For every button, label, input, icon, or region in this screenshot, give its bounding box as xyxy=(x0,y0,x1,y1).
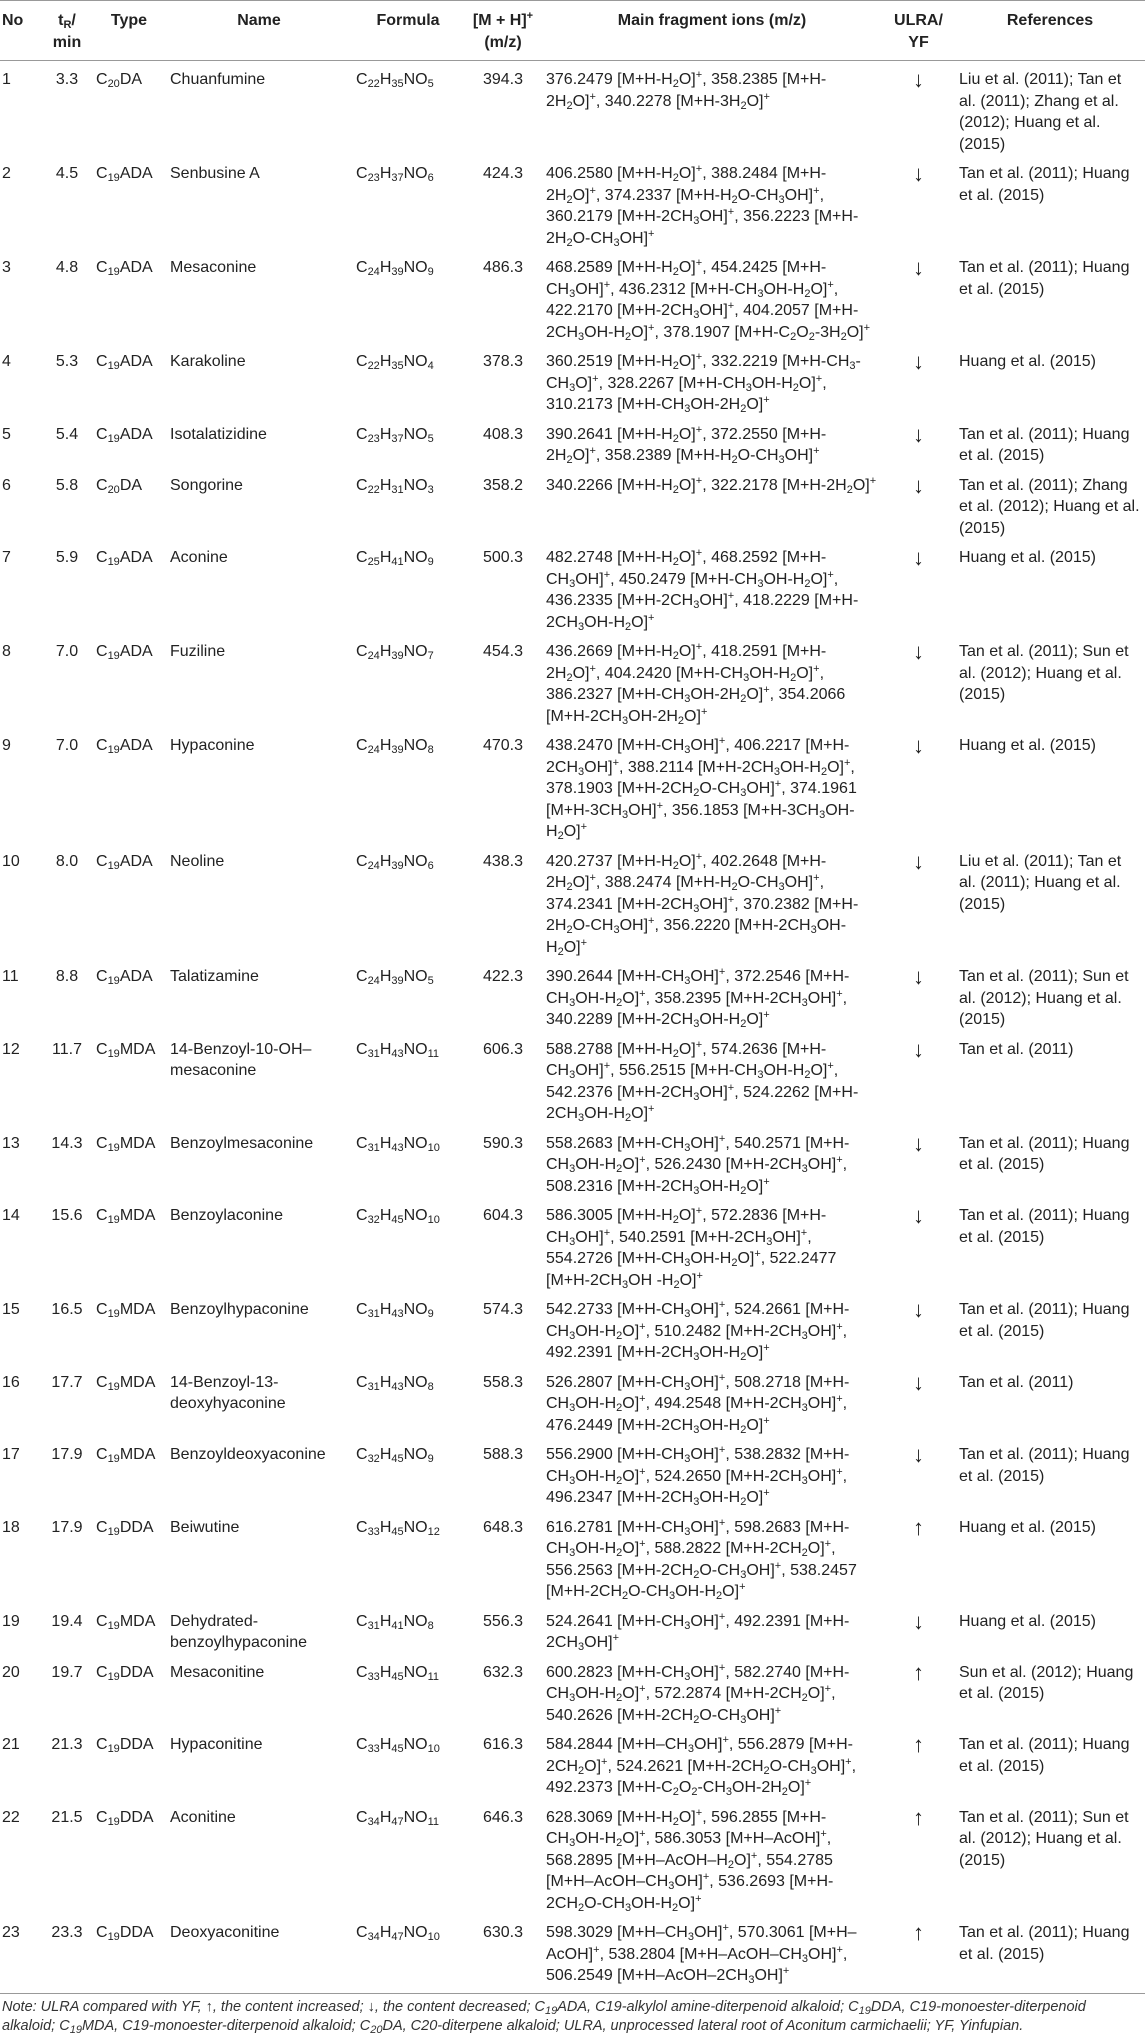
cell-formula: $C_{24}H_{39}NO_6$ xyxy=(356,852,434,872)
cell-type: $C_{19}MDA$ xyxy=(96,1612,156,1632)
cell-fragments: 584.2844 $[M+H-CH_3OH]^+$, 556.2879 $[M+H-2CH_2O]^+$, 524.2621 $[M+H-2CH_2O-CH_3OH]^+$, 492.2373 $[M+H-C_2O_2-CH_3OH-2H_2O]^+$ xyxy=(546,1734,857,1798)
cell-formula: $C_{22}H_{31}NO_3$ xyxy=(356,476,434,496)
cell-change: ↓ xyxy=(913,349,924,374)
table-row xyxy=(0,1436,1145,1509)
cell-no: 13 xyxy=(2,1134,20,1152)
cell-references: Tan et al. (2011) xyxy=(959,1373,1074,1391)
cell-no: 11 xyxy=(2,968,19,985)
header-no: No xyxy=(2,12,24,29)
cell-formula: $C_{32}H_{45}NO_{10}$ xyxy=(356,1207,440,1226)
table-row xyxy=(0,1197,1145,1291)
cell-retention-time: 7.0 xyxy=(55,737,79,754)
cell-no: 12 xyxy=(2,1040,20,1058)
cell-no: 8 xyxy=(2,643,11,660)
cell-formula: $C_{25}H_{41}NO_9$ xyxy=(356,549,434,568)
cell-name: Aconitine xyxy=(170,1808,236,1826)
cell-change: ↑ xyxy=(913,1804,924,1830)
cell-fragments: 376.2479 $[M+H-H_2O]^+$, 358.2385 $[M+H-2H_2O]^+$, 340.2278 $[M+H-3H_2O]^+$ xyxy=(546,69,827,112)
cell-fragments: 558.2683 $[M+H-CH_3OH]^+$, 540.2571 $[M+H-CH_3OH-H_2O]^+$, 526.2430 $[M+H-2CH_3OH]^+$, 508.2316 $[M+H-2CH_3OH-H_2O]^+$ xyxy=(546,1132,850,1197)
table-row xyxy=(0,1125,1145,1198)
cell-references: Tan et al. (2011); Sun et al. (2012); Huang et al. (2015) xyxy=(959,643,1129,703)
cell-type: $C_{19}DDA$ xyxy=(96,1518,154,1538)
cell-change: ↓ xyxy=(913,1442,924,1467)
cell-fragments: 390.2641 $[M+H-H_2O]^+$, 372.2550 $[M+H-2H_2O]^+$, 358.2389 $[M+H-H_2O-CH_3OH]^+$ xyxy=(546,423,827,466)
cell-formula: $C_{23}H_{37}NO_5$ xyxy=(356,425,434,445)
cell-fragments: 616.2781 $[M+H-CH_3OH]^+$, 598.2683 $[M+H-CH_3OH-H_2O]^+$, 588.2822 $[M+H-2CH_2O]^+$, 556.2563 $[M+H-2CH_2O-CH_3OH]^+$, 538.2457 $[M+H-2CH_2O-CH_3OH-H_2O]^+$ xyxy=(546,1516,857,1602)
cell-change: ↓ xyxy=(913,472,924,498)
cell-type: $C_{19}MDA$ xyxy=(96,1040,156,1060)
cell-fragments: 598.3029 $[M+H-CH_3OH]^+$, 570.3061 [M+H–AcOH]+, 538.2804 $[M+H-AcOH-CH_3OH]^+$, 506.2549 $[M+H-AcOH-2CH_3OH]^+$ xyxy=(546,1922,857,1986)
cell-references: Tan et al. (2011) xyxy=(959,1040,1074,1058)
header-formula: Formula xyxy=(376,12,440,29)
cell-fragments: 556.2900 $[M+H-CH_3OH]^+$, 538.2832 $[M+H-CH_3OH-H_2O]^+$, 524.2650 $[M+H-2CH_3OH]^+$, 496.2347 $[M+H-2CH_3OH-H_2O]^+$ xyxy=(546,1444,850,1508)
cell-retention-time: 23.3 xyxy=(51,1924,83,1941)
cell-fragments: 526.2807 $[M+H-CH_3OH]^+$, 508.2718 $[M+H-CH_3OH-H_2O]^+$, 494.2548 $[M+H-2CH_3OH]^+$, 476.2449 $[M+H-2CH_3OH-H_2O]^+$ xyxy=(546,1371,850,1436)
table-row xyxy=(0,1654,1145,1727)
cell-references: Tan et al. (2011); Zhang et al. (2012); Huang et al. (2015) xyxy=(959,476,1140,537)
table-row xyxy=(0,1603,1145,1654)
cell-references: Tan et al. (2011); Huang et al. (2015) xyxy=(959,165,1130,204)
cell-change: ↓ xyxy=(913,1297,924,1322)
cell-type: $C_{19}ADA$ xyxy=(96,643,153,662)
table-row xyxy=(0,633,1145,727)
cell-name: Talatizamine xyxy=(170,968,259,985)
cell-change: ↓ xyxy=(913,733,924,758)
cell-name: Mesaconitine xyxy=(170,1663,265,1681)
cell-fragments: 542.2733 $[M+H-CH_3OH]^+$, 524.2661 $[M+H-CH_3OH-H_2O]^+$, 510.2482 $[M+H-2CH_3OH]^+$, 492.2391 $[M+H-2CH_3OH-H_2O]^+$ xyxy=(546,1299,850,1363)
cell-name: Fuziline xyxy=(170,643,226,660)
cell-fragments: 588.2788 $[M+H-H_2O]^+$, 574.2636 $[M+H-CH_3OH]^+$, 556.2515 $[M+H-CH_3OH-H_2O]^+$, 542.2376 $[M+H-2CH_3OH]^+$, 524.2262 $[M+H-2CH_3OH-H_2O]^+$ xyxy=(546,1038,859,1124)
cell-formula: $C_{33}H_{45}NO_{11}$ xyxy=(356,1663,440,1683)
cell-formula: $C_{24}H_{39}NO_8$ xyxy=(356,737,434,756)
cell-name: Neoline xyxy=(170,852,225,870)
cell-formula: $C_{34}H_{47}NO_{11}$ xyxy=(356,1808,440,1828)
cell-no: 14 xyxy=(2,1207,20,1224)
cell-type: $C_{20}DA$ xyxy=(96,476,143,496)
cell-mh: 470.3 xyxy=(482,737,524,754)
cell-references: Tan et al. (2011); Huang et al. (2015) xyxy=(959,1207,1130,1246)
cell-name: 14-Benzoyl-10-OH–mesaconine xyxy=(170,1040,312,1079)
cell-no: 3 xyxy=(2,259,11,276)
cell-mh: 424.3 xyxy=(482,165,524,182)
cell-references: Tan et al. (2011); Huang et al. (2015) xyxy=(959,1134,1130,1173)
cell-formula: $C_{31}H_{43}NO_{10}$ xyxy=(356,1134,440,1154)
header-mh: [M + H]+ (m/z) xyxy=(472,10,534,51)
cell-retention-time: 5.3 xyxy=(55,353,79,370)
cell-change: ↓ xyxy=(913,67,924,92)
cell-fragments: 468.2589 $[M+H-H_2O]^+$, 454.2425 $[M+H-CH_3OH]^+$, 436.2312 $[M+H-CH_3OH-H_2O]^+$, 422.2170 $[M+H-2CH_3OH]^+$, 404.2057 $[M+H-2CH_3OH-H_2O]^+$, 378.1907 $[M+H-C_2O_2-3H_2O]^+$ xyxy=(546,257,871,343)
cell-retention-time: 17.9 xyxy=(51,1446,83,1463)
table-row xyxy=(0,1509,1145,1603)
cell-retention-time: 4.5 xyxy=(55,165,79,182)
cell-retention-time: 19.4 xyxy=(51,1612,83,1630)
cell-no: 7 xyxy=(2,549,11,566)
cell-references: Tan et al. (2011); Huang et al. (2015) xyxy=(959,1301,1130,1340)
cell-no: 21 xyxy=(2,1736,20,1753)
cell-name: Chuanfumine xyxy=(170,71,266,88)
cell-mh: 588.3 xyxy=(482,1446,524,1463)
cell-formula: $C_{24}H_{39}NO_7$ xyxy=(356,643,434,662)
cell-change: ↓ xyxy=(913,1203,924,1228)
header-refs: References xyxy=(1006,12,1094,29)
cell-name: Karakoline xyxy=(170,353,246,370)
header-tr: $t_R/$ min xyxy=(52,12,82,51)
cell-formula: $C_{31}H_{43}NO_9$ xyxy=(356,1301,434,1320)
cell-formula: $C_{31}H_{41}NO_8$ xyxy=(356,1612,434,1632)
cell-fragments: 586.3005 $[M+H-H_2O]^+$, 572.2836 $[M+H-CH_3OH]^+$, 540.2591 $[M+H-2CH_3OH]^+$, 554.2726 $[M+H-CH_3OH-H_2O]^+$, 522.2477 [$M+H-2CH_3OH$ $-H_2O]^+$ xyxy=(546,1205,837,1291)
cell-references: Sun et al. (2012); Huang et al. (2015) xyxy=(959,1663,1134,1702)
cell-mh: 500.3 xyxy=(482,549,524,566)
cell-formula: $C_{22}H_{35}NO_5$ xyxy=(356,71,434,90)
table-row xyxy=(0,155,1145,249)
cell-retention-time: 11.7 xyxy=(52,1040,82,1058)
cell-mh: 616.3 xyxy=(482,1736,524,1753)
table-row xyxy=(0,249,1145,343)
cell-type: $C_{19}ADA$ xyxy=(96,737,153,756)
cell-type: $C_{19}ADA$ xyxy=(96,968,153,987)
cell-no: 15 xyxy=(2,1301,20,1318)
cell-no: 19 xyxy=(2,1612,20,1630)
cell-mh: 646.3 xyxy=(482,1808,524,1826)
cell-type: $C_{19}MDA$ xyxy=(96,1134,156,1154)
cell-references: Huang et al. (2015) xyxy=(959,353,1096,370)
cell-mh: 358.2 xyxy=(482,476,524,494)
cell-references: Tan et al. (2011); Huang et al. (2015) xyxy=(959,425,1130,464)
table-row xyxy=(0,1364,1145,1437)
cell-formula: $C_{23}H_{37}NO_6$ xyxy=(356,165,434,184)
cell-name: Hypaconine xyxy=(170,737,255,754)
cell-references: Huang et al. (2015) xyxy=(959,1612,1096,1630)
cell-no: 16 xyxy=(2,1373,20,1391)
cell-no: 6 xyxy=(2,476,11,494)
cell-fragments: 628.3069 $[M+H-H_2O]^+$, 596.2855 $[M+H-CH_3OH-H_2O]^+$, 586.3053 [M+H–AcOH]+, 568.2895 $[M+H-AcOH-H_2O]^+$, 554.2785 $[M+H-AcOH-CH_3OH]^+$, 536.2693 $[M+H-2CH_2O-CH_3OH-H_2O]^+$ xyxy=(546,1806,834,1914)
table-row xyxy=(0,1914,1145,1993)
cell-retention-time: 5.9 xyxy=(55,549,79,566)
cell-change: ↓ xyxy=(913,1130,924,1156)
cell-type: $C_{19}ADA$ xyxy=(96,549,153,568)
table-row xyxy=(0,843,1145,959)
cell-references: Tan et al. (2011); Huang et al. (2015) xyxy=(959,1446,1130,1485)
cell-mh: 556.3 xyxy=(482,1612,524,1630)
cell-name: 14-Benzoyl-13-deoxyhyaconine xyxy=(170,1373,286,1412)
cell-change: ↓ xyxy=(913,161,924,186)
cell-change: ↓ xyxy=(913,421,924,447)
cell-mh: 378.3 xyxy=(482,353,524,370)
cell-name: Songorine xyxy=(170,476,243,494)
cell-formula: $C_{33}H_{45}NO_{10}$ xyxy=(356,1736,440,1755)
cell-retention-time: 15.6 xyxy=(51,1207,83,1224)
cell-no: 20 xyxy=(2,1663,20,1681)
cell-name: Hypaconitine xyxy=(170,1736,263,1753)
cell-retention-time: 14.3 xyxy=(51,1134,83,1152)
cell-mh: 408.3 xyxy=(482,425,524,443)
cell-references: Tan et al. (2011); Huang et al. (2015) xyxy=(959,1736,1130,1775)
cell-mh: 486.3 xyxy=(482,259,524,276)
cell-type: $C_{19}MDA$ xyxy=(96,1373,156,1393)
cell-references: Tan et al. (2011); Huang et al. (2015) xyxy=(959,259,1130,298)
cell-type: $C_{19}DDA$ xyxy=(96,1808,154,1828)
cell-change: ↓ xyxy=(913,1036,924,1062)
cell-mh: 454.3 xyxy=(482,643,524,660)
cell-fragments: 482.2748 $[M+H-H_2O]^+$, 468.2592 $[M+H-CH_3OH]^+$, 450.2479 $[M+H-CH_3OH-H_2O]^+$, 436.2335 $[M+H-2CH_3OH]^+$, 418.2229 $[M+H-2CH_3OH-H_2O]^+$ xyxy=(546,547,859,633)
cell-retention-time: 19.7 xyxy=(51,1663,83,1681)
table-row xyxy=(0,958,1145,1031)
cell-name: Mesaconine xyxy=(170,259,257,276)
cell-retention-time: 8.0 xyxy=(55,852,79,870)
cell-fragments: 406.2580 $[M+H-H_2O]^+$, 388.2484 $[M+H-2H_2O]^+$, 374.2337 $[M+H-H_2O-CH_3OH]^+$, 360.2179 $[M+H-2CH_3OH]^+$, 356.2223 $[M+H-2H_2O-CH_3OH]^+$ xyxy=(546,163,859,249)
cell-retention-time: 17.9 xyxy=(51,1518,83,1536)
cell-mh: 648.3 xyxy=(482,1518,524,1536)
cell-no: 22 xyxy=(2,1808,20,1826)
cell-name: Deoxyaconitine xyxy=(170,1924,280,1941)
header-change: ULRA/ YF xyxy=(894,12,943,51)
cell-retention-time: 21.3 xyxy=(51,1736,83,1753)
cell-name: Senbusine A xyxy=(170,165,260,182)
cell-mh: 630.3 xyxy=(482,1924,524,1941)
cell-mh: 394.3 xyxy=(482,71,524,88)
cell-retention-time: 21.5 xyxy=(51,1808,83,1826)
cell-mh: 422.3 xyxy=(482,968,524,985)
cell-mh: 574.3 xyxy=(482,1301,524,1318)
cell-fragments: 420.2737 $[M+H-H_2O]^+$, 402.2648 $[M+H-2H_2O]^+$, 388.2474 $[M+H-H_2O-CH_3OH]^+$, 374.2341 $[M+H-2CH_3OH]^+$, 370.2382 $[M+H-2H_2O-CH_3OH]^+$, 356.2220 $[M+H-2CH_3OH-H_2O]^+$ xyxy=(546,850,859,958)
table-body xyxy=(0,61,1145,1994)
cell-fragments: 360.2519 $[M+H-H_2O]^+$, 332.2219 $[M+H-CH_3-CH_3O]^+$, 328.2267 $[M+H-CH_3OH-H_2O]^+$, 310.2173 $[M+H-CH_3OH-2H_2O]^+$ xyxy=(546,351,861,415)
cell-retention-time: 16.5 xyxy=(51,1301,83,1318)
cell-change: ↓ xyxy=(913,545,924,570)
cell-name: Benzoylmesaconine xyxy=(170,1134,314,1152)
cell-type: $C_{19}DDA$ xyxy=(96,1663,154,1683)
cell-change: ↓ xyxy=(913,964,924,989)
cell-references: Tan et al. (2011); Sun et al. (2012); Huang et al. (2015) xyxy=(959,1808,1129,1869)
cell-change: ↓ xyxy=(913,848,924,874)
cell-no: 1 xyxy=(2,71,11,88)
cell-fragments: 436.2669 $[M+H-H_2O]^+$, 418.2591 $[M+H-2H_2O]^+$, 404.2420 $[M+H-CH_3OH-H_2O]^+$, 386.2327 $[M+H-CH_3OH-2H_2O]^+$, 354.2066 $[M+H-2CH_3OH-2H_2O]^+$ xyxy=(546,641,846,727)
cell-fragments: 390.2644 $[M+H-CH_3OH]^+$, 372.2546 $[M+H-CH_3OH-H_2O]^+$, 358.2395 $[M+H-2CH_3OH]^+$, 340.2289 $[M+H-2CH_3OH-H_2O]^+$ xyxy=(546,966,850,1030)
cell-name: Benzoylhypaconine xyxy=(170,1301,309,1318)
table-row xyxy=(0,467,1145,540)
cell-no: 9 xyxy=(2,737,11,754)
cell-type: $C_{19}ADA$ xyxy=(96,852,153,872)
table-row xyxy=(0,1726,1145,1799)
cell-change: ↑ xyxy=(913,1920,924,1945)
cell-references: Huang et al. (2015) xyxy=(959,1518,1096,1536)
header-type: Type xyxy=(110,12,148,29)
table-row xyxy=(0,343,1145,416)
cell-retention-time: 5.4 xyxy=(55,425,79,443)
cell-formula: $C_{22}H_{35}NO_4$ xyxy=(356,353,434,372)
cell-formula: $C_{24}H_{39}NO_9$ xyxy=(356,259,434,278)
cell-type: $C_{19}MDA$ xyxy=(96,1446,156,1465)
cell-no: 23 xyxy=(2,1924,20,1941)
cell-fragments: 438.2470 $[M+H-CH_3OH]^+$, 406.2217 $[M+H-2CH_3OH]^+$, 388.2114 $[M+H-2CH_3OH-H_2O]^+$, 378.1903 $[M+H-2CH_2O-CH_3OH]^+$, 374.1961 $[M+H-3CH_3OH]^+$, 356.1853 $[M+H-3CH_3OH-H_2O]^+$ xyxy=(546,735,857,842)
cell-type: $C_{20}DA$ xyxy=(96,71,143,90)
cell-formula: $C_{31}H_{43}NO_{11}$ xyxy=(356,1040,440,1060)
cell-references: Liu et al. (2011); Tan et al. (2011); Zhang et al. (2012); Huang et al. (2015) xyxy=(959,71,1122,153)
cell-formula: $C_{32}H_{45}NO_9$ xyxy=(356,1446,434,1465)
cell-type: $C_{19}MDA$ xyxy=(96,1301,156,1320)
table-row xyxy=(0,727,1145,843)
cell-type: $C_{19}ADA$ xyxy=(96,259,153,278)
cell-change: ↓ xyxy=(913,639,924,664)
table-header xyxy=(0,1,1145,61)
cell-fragments: 600.2823 $[M+H-CH_3OH]^+$, 582.2740 $[M+H-CH_3OH-H_2O]^+$, 572.2874 $[M+H-2CH_2O]^+$, 540.2626 $[M+H-2CH_2O-CH_3OH]^+$ xyxy=(546,1661,850,1726)
cell-mh: 438.3 xyxy=(482,852,524,870)
cell-name: Benzoylaconine xyxy=(170,1207,283,1224)
cell-no: 2 xyxy=(2,165,11,182)
cell-fragments: 340.2266 $[M+H-H_2O]^+$, 322.2178 $[M+H-2H_2O]^+$ xyxy=(546,474,877,496)
cell-no: 10 xyxy=(2,852,20,870)
cell-change: ↓ xyxy=(913,1608,924,1634)
cell-retention-time: 3.3 xyxy=(55,71,79,88)
cell-mh: 558.3 xyxy=(482,1373,524,1391)
cell-no: 18 xyxy=(2,1518,20,1536)
cell-change: ↑ xyxy=(913,1659,924,1685)
cell-mh: 590.3 xyxy=(482,1134,524,1152)
table-note: Note: ULRA compared with YF, ↑, the content increased; ↓, the content decreased; $C_{19}ADA$, C19-alkylol amine-diterpenoid alkaloid; $C_{19}DDA$, C19-monoester-diterpenoid alkaloid; $C_{19}MDA$, C19-monoester-diterpenoid alkaloid; $C_{20}DA$, C20-diterpene alkaloid; ULRA, unprocessed lateral root of Aconitum carmichaelii; YF, Yinfupian. xyxy=(2,1998,1086,2036)
cell-no: 4 xyxy=(2,353,11,370)
cell-retention-time: 5.8 xyxy=(55,476,79,494)
header-fragments: Main fragment ions (m/z) xyxy=(617,12,807,29)
cell-change: ↓ xyxy=(913,255,924,280)
cell-formula: $C_{33}H_{45}NO_{12}$ xyxy=(356,1518,440,1538)
cell-formula: $C_{34}H_{47}NO_{10}$ xyxy=(356,1924,440,1943)
cell-type: $C_{19}ADA$ xyxy=(96,425,153,445)
cell-no: 17 xyxy=(2,1446,20,1463)
cell-type: $C_{19}DDA$ xyxy=(96,1736,154,1755)
cell-change: ↑ xyxy=(913,1732,924,1757)
cell-retention-time: 8.8 xyxy=(55,968,79,985)
cell-mh: 632.3 xyxy=(482,1663,524,1681)
cell-change: ↑ xyxy=(913,1514,924,1540)
cell-name: Beiwutine xyxy=(170,1518,240,1536)
cell-references: Liu et al. (2011); Tan et al. (2011); Huang et al. (2015) xyxy=(959,852,1122,913)
cell-references: Huang et al. (2015) xyxy=(959,549,1096,566)
cell-name: Dehydrated-benzoylhypaconine xyxy=(170,1612,307,1651)
cell-no: 5 xyxy=(2,425,11,443)
cell-references: Huang et al. (2015) xyxy=(959,737,1096,754)
table-row xyxy=(0,1291,1145,1364)
cell-name: Aconine xyxy=(170,549,228,566)
table-row xyxy=(0,416,1145,467)
cell-references: Tan et al. (2011); Sun et al. (2012); Huang et al. (2015) xyxy=(959,968,1129,1028)
cell-type: $C_{19}ADA$ xyxy=(96,353,153,372)
cell-name: Benzoyldeoxyaconine xyxy=(170,1446,326,1463)
cell-mh: 606.3 xyxy=(482,1040,524,1058)
table-row xyxy=(0,1031,1145,1125)
cell-type: $C_{19}MDA$ xyxy=(96,1207,156,1226)
table-row xyxy=(0,61,1145,156)
cell-formula: $C_{24}H_{39}NO_5$ xyxy=(356,968,434,987)
cell-retention-time: 17.7 xyxy=(51,1373,83,1391)
cell-retention-time: 7.0 xyxy=(55,643,79,660)
cell-formula: $C_{31}H_{43}NO_8$ xyxy=(356,1373,434,1393)
table-row xyxy=(0,1799,1145,1915)
cell-change: ↓ xyxy=(913,1369,924,1395)
cell-name: Isotalatizidine xyxy=(170,425,267,443)
cell-mh: 604.3 xyxy=(482,1207,524,1224)
cell-references: Tan et al. (2011); Huang et al. (2015) xyxy=(959,1924,1130,1963)
cell-type: $C_{19}DDA$ xyxy=(96,1924,154,1943)
table-row xyxy=(0,539,1145,633)
cell-type: $C_{19}ADA$ xyxy=(96,165,153,184)
cell-retention-time: 4.8 xyxy=(55,259,79,276)
header-name: Name xyxy=(237,12,281,29)
cell-fragments: 524.2641 $[M+H-CH_3OH]^+$, 492.2391 $[M+H-2CH_3OH]^+$ xyxy=(546,1610,850,1653)
